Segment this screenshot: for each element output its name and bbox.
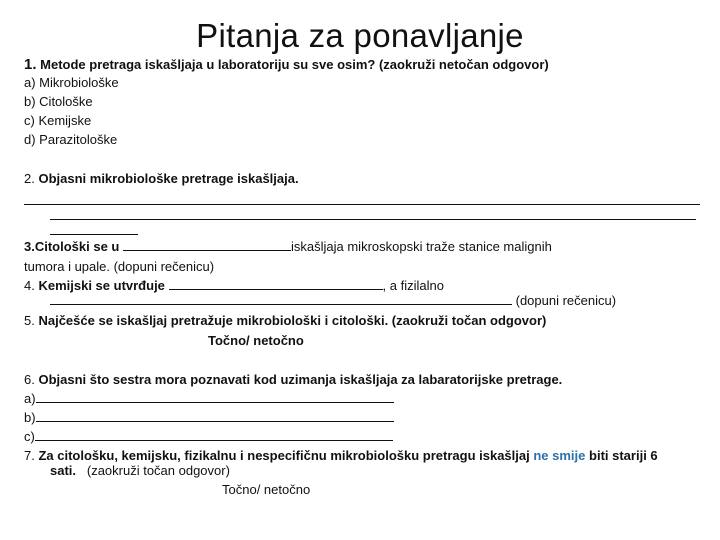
question-6-item-c-label: c) <box>24 429 35 444</box>
question-1-option-a: a) Mikrobiološke <box>24 75 119 90</box>
question-4-suffix: , a fizilalno <box>382 278 444 293</box>
question-5 <box>24 312 546 330</box>
question-7-number: 7. <box>24 448 35 463</box>
question-1-option-d: d) Parazitološke <box>24 132 118 147</box>
question-7-answer[interactable]: Točno/ netočno <box>222 482 311 497</box>
question-4-blank-2[interactable] <box>50 292 512 305</box>
question-3-line2: tumora i upale. (dopuni rečenicu) <box>24 259 215 274</box>
question-7-text-b: biti stariji 6 <box>589 448 658 463</box>
question-6-text: Objasni što sestra mora poznavati kod uzimanja iskašljaja za labaratorijske pretrage. <box>38 372 563 387</box>
page-title: Pitanja za ponavljanje <box>196 17 524 54</box>
question-1-text: Metode pretraga iskašljaja u laboratoriju su sve osim? (zaokruži netočan odgovor) <box>40 57 549 72</box>
question-6-item-b-blank[interactable] <box>36 409 394 422</box>
question-5-text: Najčešće se iskašljaj pretražuje mikrobiološki i citološki. (zaokruži točan odgovor) <box>38 313 547 328</box>
question-7-line2-rest: (zaokruži točan odgovor) <box>86 463 230 478</box>
question-4-line2 <box>50 292 616 310</box>
question-6-item-a <box>24 390 394 408</box>
answer-line-2c[interactable] <box>50 234 138 235</box>
answer-line-2a[interactable] <box>24 204 700 205</box>
question-1-option-b: b) Citološke <box>24 94 93 109</box>
question-5-answer[interactable]: Točno/ netočno <box>208 333 304 348</box>
question-1-number: 1. <box>24 56 37 73</box>
answer-line-2b[interactable] <box>50 219 696 220</box>
question-6-item-a-blank[interactable] <box>36 390 394 403</box>
question-4-blank-1[interactable] <box>169 277 383 290</box>
question-6-item-c <box>24 428 393 446</box>
question-7-text-a: Za citološku, kemijsku, fizikalnu i nespecifičnu mikrobiološku pretragu iskašljaj <box>38 448 530 463</box>
question-3-prefix: Citološki se u <box>34 239 120 254</box>
question-3-suffix: iskašljaja mikroskopski traže stanice malignih <box>291 239 552 254</box>
question-2-number: 2. <box>24 171 35 186</box>
question-5-number: 5. <box>24 313 35 328</box>
question-1 <box>24 56 549 74</box>
question-7-highlight: ne smije <box>533 448 586 463</box>
question-2-text: Objasni mikrobiološke pretrage iskašljaja. <box>38 171 299 186</box>
question-6-item-c-blank[interactable] <box>35 428 393 441</box>
question-2 <box>24 170 299 188</box>
question-6-number: 6. <box>24 372 35 387</box>
question-3-number: 3. <box>24 239 35 254</box>
question-3-blank[interactable] <box>123 238 291 251</box>
question-6-item-b <box>24 409 394 427</box>
question-6-item-a-label: a) <box>24 391 36 406</box>
question-7-line2 <box>50 462 230 480</box>
question-4-prefix: Kemijski se utvrđuje <box>38 278 165 293</box>
question-6 <box>24 371 562 389</box>
question-4-instruction: (dopuni rečenicu) <box>515 293 617 308</box>
question-6-item-b-label: b) <box>24 410 36 425</box>
question-7-line2-bold: sati. <box>50 463 77 478</box>
question-4-number: 4. <box>24 278 35 293</box>
question-3 <box>24 238 552 256</box>
question-1-option-c: c) Kemijske <box>24 113 92 128</box>
